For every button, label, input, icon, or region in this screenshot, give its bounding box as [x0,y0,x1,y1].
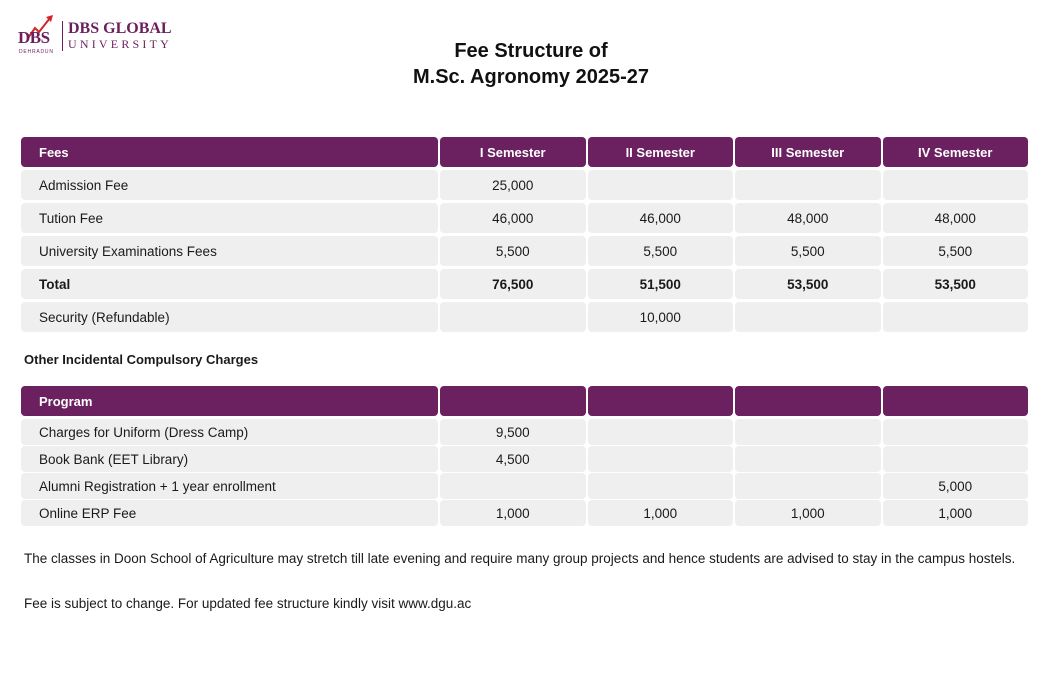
row-label: Online ERP Fee [21,500,438,526]
table-cell: 46,000 [588,203,734,233]
table-cell: 1,000 [440,500,586,526]
header-cell [735,386,881,416]
table-cell: 1,000 [883,500,1029,526]
table-cell: 5,500 [735,236,881,266]
row-label: Alumni Registration + 1 year enrollment [21,473,438,499]
header-cell: III Semester [735,137,881,167]
row-label: Total [21,269,438,299]
table-cell: 5,500 [588,236,734,266]
table-cell [735,419,881,445]
fee-change-note: Fee is subject to change. For updated fee structure kindly visit www.dgu.ac [24,596,472,611]
table-cell [588,446,734,472]
title-line2: M.Sc. Agronomy 2025-27 [412,66,649,88]
logo-location: DEHRADUN [19,49,54,55]
header-cell: IV Semester [883,137,1029,167]
fees-header-row [21,137,1029,167]
table-cell [588,473,734,499]
fees-table [21,137,1029,335]
table-cell [883,419,1029,445]
table-row [21,302,1029,332]
table-cell: 10,000 [588,302,734,332]
page-title [0,38,1058,90]
logo-mark-text: DBS [18,28,50,47]
table-cell: 76,500 [440,269,586,299]
table-cell: 51,500 [588,269,734,299]
table-cell [735,170,881,200]
table-cell [883,446,1029,472]
table-cell [883,170,1029,200]
header-cell: Program [21,386,438,416]
table-cell: 48,000 [735,203,881,233]
row-label: University Examinations Fees [21,236,438,266]
title-line1: Fee Structure of [454,40,608,62]
table-cell: 4,500 [440,446,586,472]
table-cell [735,302,881,332]
other-header-row [21,386,1029,416]
table-cell: 5,500 [440,236,586,266]
row-label: Security (Refundable) [21,302,438,332]
hostel-note: The classes in Doon School of Agriculture may stretch till late evening and require many group projects and hence students are advised to stay in the campus hostels. [24,551,1016,566]
table-row [21,203,1029,233]
logo-line2: UNIVERSITY [68,37,172,51]
table-cell: 53,500 [883,269,1029,299]
table-row [21,446,1029,472]
row-label: Charges for Uniform (Dress Camp) [21,419,438,445]
row-label: Admission Fee [21,170,438,200]
section-heading: Other Incidental Compulsory Charges [24,352,259,367]
header-cell: I Semester [440,137,586,167]
table-cell [440,302,586,332]
table-cell: 53,500 [735,269,881,299]
table-cell: 1,000 [588,500,734,526]
header-cell [883,386,1029,416]
table-cell: 5,000 [883,473,1029,499]
table-cell [735,446,881,472]
total-row [21,269,1029,299]
table-cell [883,302,1029,332]
table-cell: 5,500 [883,236,1029,266]
table-row [21,473,1029,499]
table-cell [588,170,734,200]
table-row [21,500,1029,526]
header-cell: Fees [21,137,438,167]
other-charges-table [21,386,1029,527]
header-cell [440,386,586,416]
table-row [21,170,1029,200]
row-label: Tution Fee [21,203,438,233]
header-cell: II Semester [588,137,734,167]
table-cell: 1,000 [735,500,881,526]
table-cell: 46,000 [440,203,586,233]
table-cell: 9,500 [440,419,586,445]
table-cell [588,419,734,445]
row-label: Book Bank (EET Library) [21,446,438,472]
table-cell [440,473,586,499]
table-row [21,236,1029,266]
table-row [21,419,1029,445]
logo-line1: DBS GLOBAL [68,20,172,37]
table-cell [735,473,881,499]
table-cell: 25,000 [440,170,586,200]
header-cell [588,386,734,416]
table-cell: 48,000 [883,203,1029,233]
